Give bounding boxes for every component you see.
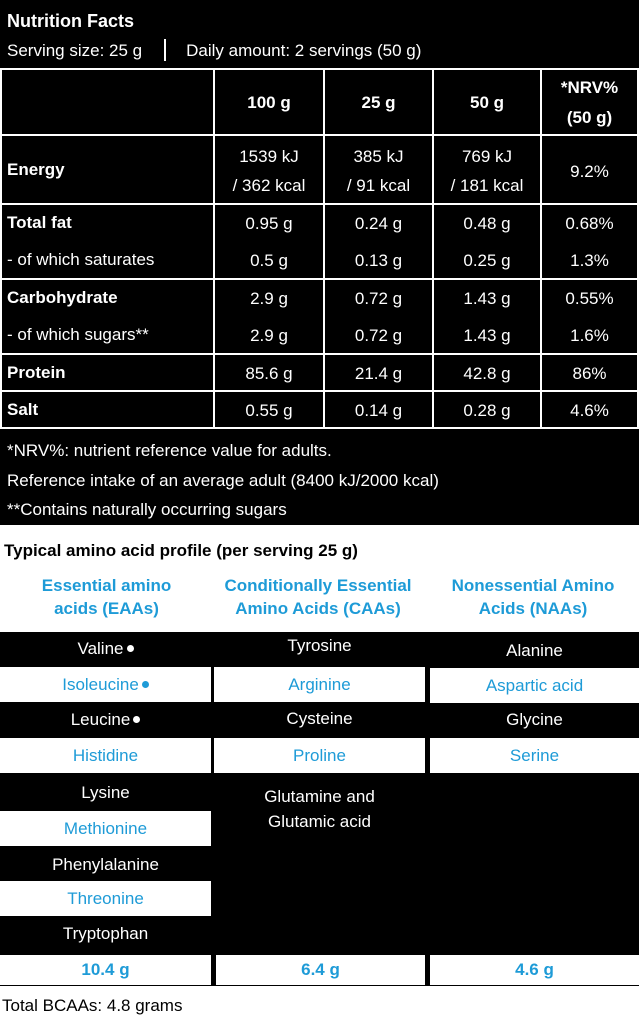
note-nrv: *NRV%: nutrient reference value for adults. [7,441,332,460]
nutrition-table [0,68,639,429]
energy-100g-kcal: / 362 kcal [232,176,306,195]
eaa-histidine: Histidine [0,738,211,773]
header-naa-line2: Acids (NAAs) [478,599,588,618]
salt-nrv: 4.6% [570,401,609,420]
protein-nrv: 86% [572,364,607,383]
sugars-nrv: 1.6% [570,326,609,345]
nutrition-title: Nutrition Facts [7,11,135,31]
row-label-total-fat: Total fat [7,213,72,232]
sugars-25g: 0.72 g [354,326,403,345]
eaa-phenylalanine: Phenylalanine [52,855,159,874]
header-eaa-line2: acids (EAAs) [54,599,159,618]
caa-glutamine [214,784,425,834]
col-header-100g: 100 g [247,93,291,112]
caa-cysteine: Cysteine [286,709,353,728]
carbohydrate-50g: 1.43 g [463,289,511,308]
caa-proline: Proline [214,738,425,773]
energy-25g-kcal: / 91 kcal [346,176,411,195]
row-label-carbohydrate: Carbohydrate [7,288,118,307]
col-header-25g: 25 g [361,93,396,112]
separator [164,39,166,61]
protein-100g: 85.6 g [245,364,293,383]
row-label-saturates: - of which saturates [7,250,155,269]
eaa-lysine: Lysine [81,783,130,802]
row-label-salt: Salt [7,400,39,419]
eaa-tryptophan: Tryptophan [62,924,149,943]
serving-info [7,39,421,61]
total-caa: 6.4 g [216,955,425,985]
total-bcaa: Total BCAAs: 4.8 grams [2,996,183,1015]
daily-amount: Daily amount: 2 servings (50 g) [186,41,422,60]
col-header-nrv-sub: (50 g) [566,108,613,127]
header-naa-line1: Nonessential Amino [451,576,615,595]
note-sugars: **Contains naturally occurring sugars [7,500,287,519]
bcaa-dot-icon [127,645,134,652]
carbohydrate-25g: 0.72 g [354,289,403,308]
nutrition-notes [7,436,439,525]
protein-25g: 21.4 g [354,364,403,383]
eaa-methionine: Methionine [0,811,211,846]
header-eaa-line1: Essential amino [41,576,172,595]
salt-25g: 0.14 g [354,401,403,420]
energy-nrv: 9.2% [570,162,609,181]
caa-tyrosine: Tyrosine [287,636,352,655]
eaa-valine: Valine [0,634,211,664]
naa-aspartic-acid: Aspartic acid [430,668,639,703]
header-eaa [0,574,213,620]
saturates-25g: 0.13 g [354,251,403,270]
header-caa [213,574,423,620]
bcaa-dot-icon [133,716,140,723]
amino-profile-title: Typical amino acid profile (per serving 25 g) [4,541,358,560]
header-caa-line1: Conditionally Essential [224,576,412,595]
total-fat-25g: 0.24 g [354,214,403,233]
energy-50g-kj: 769 kJ [461,147,513,166]
naa-glycine: Glycine [506,710,563,729]
eaa-isoleucine: Isoleucine [0,667,211,702]
row-label-energy: Energy [7,160,65,179]
total-eaa: 10.4 g [0,955,211,985]
saturates-100g: 0.5 g [250,251,288,270]
total-fat-100g: 0.95 g [245,214,293,233]
row-label-protein: Protein [7,363,66,382]
salt-100g: 0.55 g [245,401,293,420]
total-fat-nrv: 0.68% [565,214,614,233]
col-header-nrv: *NRV% [560,78,619,97]
total-naa: 4.6 g [430,955,639,985]
note-reference-intake: Reference intake of an average adult (8400 kJ/2000 kcal) [7,470,439,490]
eaa-leucine: Leucine [0,705,211,735]
energy-100g-kj: 1539 kJ [239,147,299,166]
caa-glutamine-line2: Glutamic acid [268,812,371,831]
col-header-50g: 50 g [469,93,505,112]
bcaa-dot-icon [142,681,149,688]
protein-50g: 42.8 g [463,364,511,383]
header-naa [427,574,639,620]
serving-size: Serving size: 25 g [7,41,143,60]
naa-alanine: Alanine [506,641,563,660]
energy-25g-kj: 385 kJ [353,147,404,166]
energy-50g-kcal: / 181 kcal [450,176,524,195]
saturates-50g: 0.25 g [463,251,511,270]
carbohydrate-100g: 2.9 g [250,289,288,308]
header-caa-line2: Amino Acids (CAAs) [235,599,401,618]
caa-glutamine-line1: Glutamine and [264,787,375,806]
eaa-threonine: Threonine [0,881,211,916]
caa-arginine: Arginine [214,667,425,702]
salt-50g: 0.28 g [463,401,511,420]
total-fat-50g: 0.48 g [463,214,511,233]
sugars-100g: 2.9 g [250,326,288,345]
naa-serine: Serine [430,738,639,773]
saturates-nrv: 1.3% [570,251,609,270]
sugars-50g: 1.43 g [463,326,511,345]
row-label-sugars: - of which sugars** [7,325,149,344]
carbohydrate-nrv: 0.55% [565,289,614,308]
